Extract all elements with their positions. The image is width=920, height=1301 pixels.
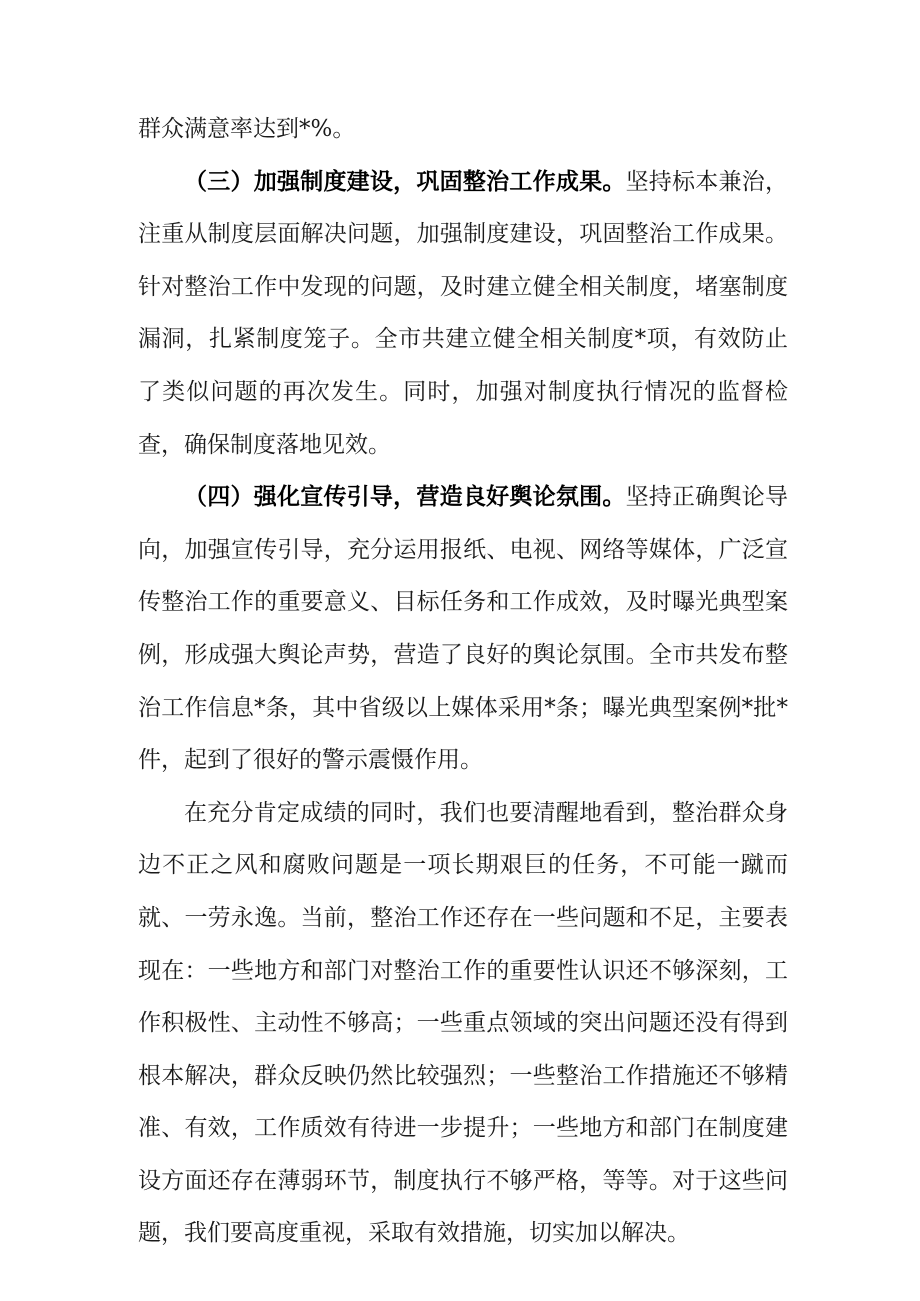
paragraph-problems xyxy=(138,787,788,1260)
document-body xyxy=(138,103,788,1260)
paragraph-text: 坚持正确舆论导向，加强宣传引导，充分运用报纸、电视、网络等媒体，广泛宣传整治工作的重要意义、目标任务和工作成效，及时曝光典型案例，形成强大舆论声势，营造了良好的舆论氛围。全市共发布整治工作信息*条，其中省级以上媒体采用*条；曝光典型案例*批*件，起到了很好的警示震慑作用。 xyxy=(138,484,789,774)
section-heading-four: （四）强化宣传引导，营造良好舆论氛围。 xyxy=(184,483,626,511)
paragraph-text: 群众满意率达到*%。 xyxy=(138,116,356,142)
paragraph-text: 坚持标本兼治，注重从制度层面解决问题，加强制度建设，巩固整治工作成果。针对整治工作中发现的问题，及时建立健全相关制度，堵塞制度漏洞，扎紧制度笼子。全市共建立健全相关制度*项，有效防止了类似问题的再次发生。同时，加强对制度执行情况的监督检查，确保制度落地见效。 xyxy=(138,168,789,458)
paragraph-section-four xyxy=(138,471,788,787)
section-heading-three: （三）加强制度建设，巩固整治工作成果。 xyxy=(184,167,626,195)
paragraph-continuation xyxy=(138,103,788,156)
paragraph-section-three xyxy=(138,156,788,472)
paragraph-text: 在充分肯定成绩的同时，我们也要清醒地看到，整治群众身边不正之风和腐败问题是一项长期艰巨的任务，不可能一蹴而就、一劳永逸。当前，整治工作还存在一些问题和不足，主要表现在：一些地方和部门对整治工作的重要性认识还不够深刻，工作积极性、主动性不够高；一些重点领域的突出问题还没有得到根本解决，群众反映仍然比较强烈；一些整治工作措施还不够精准、有效，工作质效有待进一步提升；一些地方和部门在制度建设方面还存在薄弱环节，制度执行不够严格，等等。对于这些问题，我们要高度重视，采取有效措施，切实加以解决。 xyxy=(138,799,788,1247)
